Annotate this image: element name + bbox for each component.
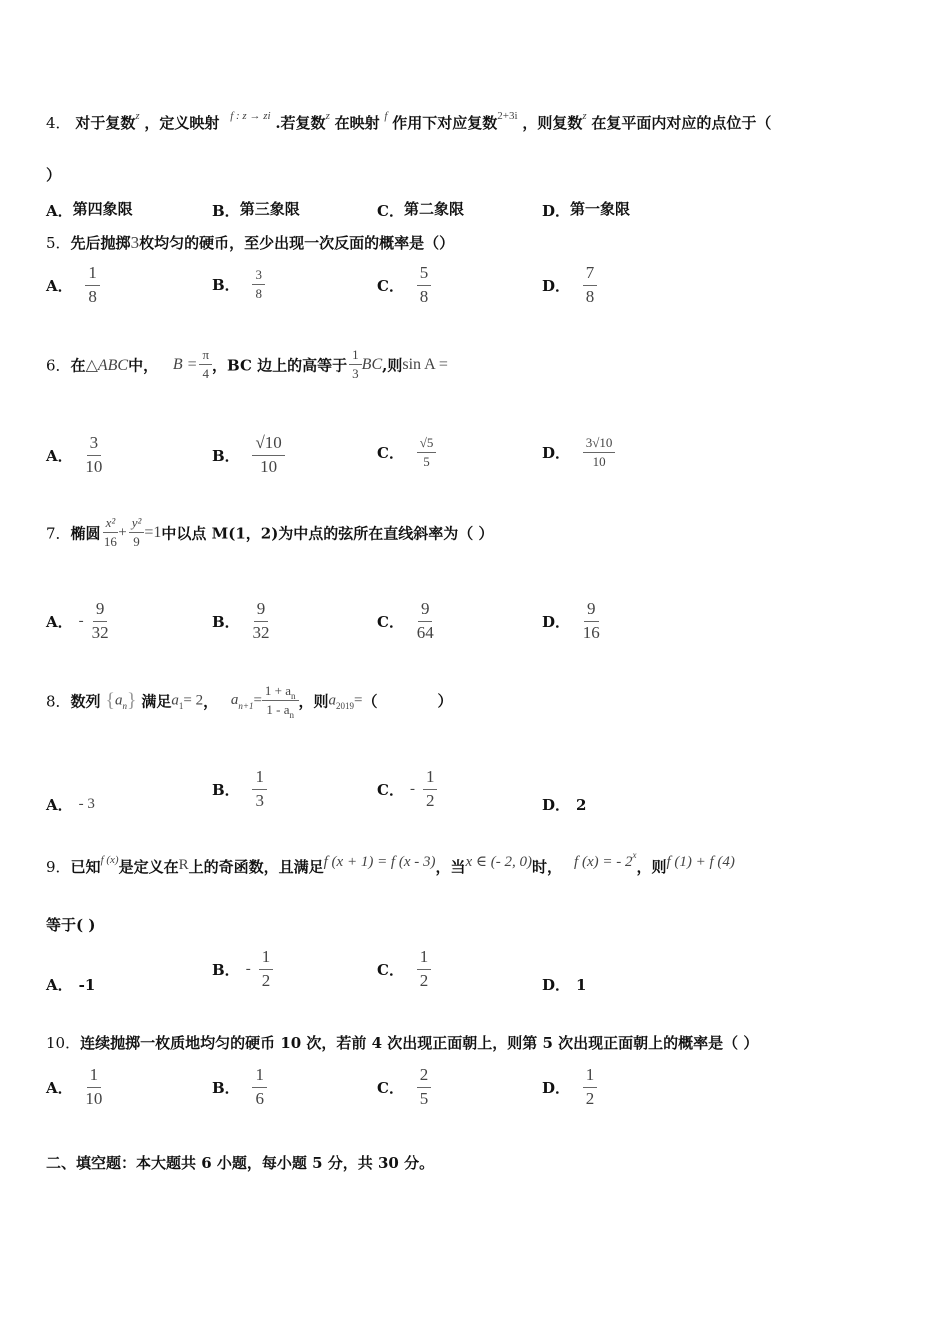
q7-option-b[interactable]: B． $\frac{9}{32}$ xyxy=(212,599,270,642)
q4-close-paren: ） xyxy=(46,166,62,184)
q10-option-b[interactable]: B． $\frac{1}{6}$ xyxy=(212,1066,267,1108)
q9-stem: 9．已知$^{f (x)}$是定义在R上的奇函数，且满足f (x + 1) = f (x - 3)，当x ∈ (- 2, 0)时， f (x) = - 2$^x$，则f (1) + f (4) xyxy=(46,850,735,876)
q8-stem: 8．数列 $\{a_n\}$ 满足$a_1= 2$， $a_{n+1}=$ $\frac{1 + a_n}{1 - a_n}$ ，则$a_{2019}=$（ ） xyxy=(46,683,453,721)
q4-option-c[interactable]: C．第二象限 xyxy=(377,200,464,220)
q5-option-c[interactable]: C． $\frac{5}{8}$ xyxy=(377,264,431,306)
q6-option-d[interactable]: D． $\frac{3√10}{10}$ xyxy=(542,436,615,470)
q4-option-a[interactable]: A．第四象限 xyxy=(46,200,133,220)
section-heading: 二、填空题：本大题共 6 小题，每小题 5 分，共 30 分。 xyxy=(46,1154,435,1172)
q9-option-b[interactable]: B． - $\frac{1}{2}$ xyxy=(212,948,273,990)
q8-option-b[interactable]: B． $\frac{1}{3}$ xyxy=(212,768,267,810)
q5-option-d[interactable]: D． $\frac{7}{8}$ xyxy=(542,264,597,306)
q9-option-a[interactable]: A． -1 xyxy=(46,975,96,994)
q4-number: 4． xyxy=(46,114,71,132)
q5-option-b[interactable]: B． $\frac{3}{8}$ xyxy=(212,268,265,302)
q6-option-c[interactable]: C． $\frac{√5}{5}$ xyxy=(377,436,436,470)
q10-option-c[interactable]: C． $\frac{2}{5}$ xyxy=(377,1066,431,1108)
q7-option-c[interactable]: C． $\frac{9}{64}$ xyxy=(377,599,434,642)
q8-option-a[interactable]: A． - 3 xyxy=(46,796,95,814)
q4-mapping: f : z → zi xyxy=(230,110,271,122)
q8-option-d[interactable]: D． 2 xyxy=(542,795,587,814)
q10-option-d[interactable]: D． $\frac{1}{2}$ xyxy=(542,1066,597,1108)
q7-stem: 7．椭圆 $\frac{\text{x²}}{16}$ + $\frac{\text{y²}}{9}$ =1中以点 M(1，2)为中点的弦所在直线斜率为（ ） xyxy=(46,515,494,550)
q10-stem: 10．连续抛掷一枚质地均匀的硬币 10 次，若前 4 次出现正面朝上，则第 5 次出现正面朝上的概率是（ ） xyxy=(46,1034,759,1052)
q4-stem: 4． 对于复数$^z$ ，定义映射 $^{f : z \to zi}$ .若复数$^z$ 在映射 $^f$ 作用下对应复数$^{2+3i}$ ，则复数$^z$ 在复平面内对应的点位于（ xyxy=(46,110,772,132)
q9-option-d[interactable]: D． 1 xyxy=(542,975,587,994)
q6-option-b[interactable]: B． $\frac{√10}{10}$ xyxy=(212,434,285,476)
q7-option-d[interactable]: D． $\frac{9}{16}$ xyxy=(542,599,600,642)
q5-stem: 5．先后抛掷3枚均匀的硬币，至少出现一次反面的概率是（） xyxy=(46,233,455,252)
q6-stem: 6．在△ABC中， B = $\frac{\pi}{4}$ ，BC 边上的高等于 $\frac{1}{3}$ BC,则sin A = xyxy=(46,347,448,382)
q9-stem-cont: 等于( ) xyxy=(46,916,96,934)
q9-option-c[interactable]: C． $\frac{1}{2}$ xyxy=(377,948,431,990)
q4-option-b[interactable]: B．第三象限 xyxy=(212,200,300,220)
q6-option-a[interactable]: A． $\frac{3}{10}$ xyxy=(46,433,103,476)
q7-option-a[interactable]: A． - $\frac{9}{32}$ xyxy=(46,599,109,642)
q4-option-d[interactable]: D．第一象限 xyxy=(542,200,631,220)
q5-option-a[interactable]: A． $\frac{1}{8}$ xyxy=(46,264,100,306)
q10-option-a[interactable]: A． $\frac{1}{10}$ xyxy=(46,1065,103,1108)
q8-option-c[interactable]: C． - $\frac{1}{2}$ xyxy=(377,768,437,810)
